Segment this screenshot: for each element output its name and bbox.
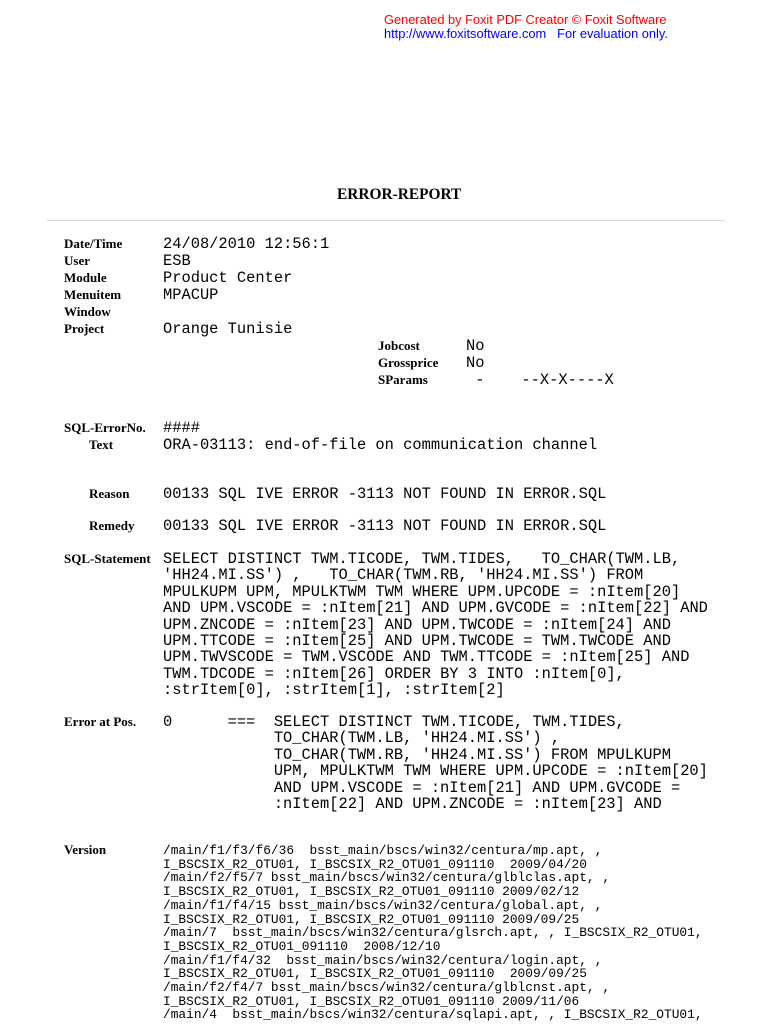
error-position-marker: === — [227, 713, 256, 731]
sql-error-no-label: SQL-ErrorNo. — [64, 420, 146, 435]
field-grossprice — [378, 355, 484, 371]
module-value: Product Center — [163, 269, 293, 287]
grossprice-value: No — [466, 354, 485, 372]
error-at-pos-line: SELECT DISTINCT TWM.TICODE, TWM.TIDES, — [273, 713, 625, 731]
error-at-pos-line: AND UPM.VSCODE = :nItem[21] AND UPM.GVCODE = — [273, 778, 681, 797]
error-text-label: Text — [89, 437, 114, 452]
error-at-pos-line: TO_CHAR(TWM.LB, 'HH24.MI.SS') , — [273, 729, 561, 748]
date-time-value: 24/08/2010 12:56:1 — [163, 235, 330, 253]
field-jobcost — [378, 338, 484, 354]
jobcost-label: Jobcost — [378, 338, 420, 353]
version-line: /main/f2/f5/7 bsst_main/bscs/win32/centura/glblclas.apt, , — [163, 870, 611, 886]
error-text-value: ORA-03113: end-of-file on communication channel — [163, 436, 598, 454]
sql-statement-line: UPM.ZNCODE = :nItem[23] AND UPM.TWCODE = :nItem[24] AND — [163, 615, 671, 634]
remedy-label: Remedy — [89, 518, 135, 533]
sql-statement-block — [163, 551, 708, 699]
project-value: Orange Tunisie — [163, 320, 293, 338]
version-line: /main/f1/f3/f6/36 bsst_main/bscs/win32/centura/mp.apt, , — [163, 843, 603, 858]
user-value: ESB — [163, 252, 191, 270]
version-block — [163, 844, 703, 1022]
sql-error-no-value: #### — [163, 419, 200, 437]
field-reason — [64, 486, 606, 502]
version-line: I_BSCSIX_R2_OTU01, I_BSCSIX_R2_OTU01_091110 2009/09/25 — [163, 966, 587, 982]
sql-statement-line: AND UPM.VSCODE = :nItem[21] AND UPM.GVCODE = :nItem[22] AND — [163, 599, 708, 618]
date-time-label: Date/Time — [64, 236, 123, 251]
error-position-value: 0 — [163, 713, 173, 731]
field-user — [64, 253, 191, 269]
reason-label: Reason — [89, 486, 130, 501]
module-label: Module — [64, 270, 107, 285]
jobcost-value: No — [466, 337, 485, 355]
error-at-pos-line: :nItem[22] AND UPM.ZNCODE = :nItem[23] AND — [273, 795, 662, 814]
report-title: ERROR-REPORT — [337, 186, 462, 203]
foxit-website-link[interactable]: http://www.foxitsoftware.com — [384, 26, 547, 41]
sparams-flags: --X-X----X — [521, 371, 614, 389]
menuitem-label: Menuitem — [64, 287, 122, 302]
field-sql-error-no — [64, 420, 200, 436]
project-label: Project — [64, 321, 105, 336]
field-date-time — [64, 236, 329, 252]
grossprice-label: Grossprice — [378, 355, 439, 370]
remedy-value: 00133 SQL IVE ERROR -3113 NOT FOUND IN ERROR.SQL — [163, 517, 607, 535]
field-error-at-pos — [64, 714, 708, 812]
field-menuitem — [64, 287, 218, 303]
field-error-text — [64, 437, 597, 453]
version-line: /main/4 bsst_main/bscs/win32/centura/sqlapi.apt, , I_BSCSIX_R2_OTU01, — [163, 1007, 703, 1023]
version-line: I_BSCSIX_R2_OTU01, I_BSCSIX_R2_OTU01_091110 2009/04/20 — [163, 856, 587, 872]
menuitem-value: MPACUP — [163, 286, 219, 304]
field-remedy — [64, 518, 606, 534]
sql-statement-line: 'HH24.MI.SS') , TO_CHAR(TWM.RB, 'HH24.MI.SS') FROM — [163, 566, 644, 585]
error-at-pos-sql — [274, 714, 708, 812]
sql-statement-line: :strItem[0], :strItem[1], :strItem[2] — [163, 681, 505, 700]
error-at-pos-line: UPM, MPULKTWM TWM WHERE UPM.UPCODE = :nItem[20] — [273, 762, 708, 781]
sql-statement-line: UPM.TTCODE = :nItem[25] AND UPM.TWCODE = TWM.TWCODE AND — [163, 632, 671, 651]
version-line: /main/f1/f4/32 bsst_main/bscs/win32/centura/login.apt, , — [163, 952, 603, 968]
version-line: /main/f2/f4/7 bsst_main/bscs/win32/centura/glblcnst.apt, , — [163, 980, 611, 996]
field-sparams — [378, 372, 614, 388]
evaluation-notice: For evaluation only. — [557, 26, 668, 41]
sparams-label: SParams — [378, 372, 428, 387]
title-divider — [47, 220, 725, 221]
version-line: I_BSCSIX_R2_OTU01_091110 2008/12/10 — [163, 938, 441, 954]
version-line: I_BSCSIX_R2_OTU01, I_BSCSIX_R2_OTU01_091110 2009/11/06 — [163, 993, 580, 1009]
foxit-generated-notice: Generated by Foxit PDF Creator © Foxit Software — [384, 12, 667, 27]
version-line: I_BSCSIX_R2_OTU01, I_BSCSIX_R2_OTU01_091110 2009/09/25 — [163, 911, 580, 927]
user-label: User — [64, 253, 90, 268]
field-sql-statement — [64, 551, 708, 699]
sql-statement-line: UPM.TWVSCODE = TWM.VSCODE AND TWM.TTCODE = :nItem[25] AND — [163, 648, 690, 667]
version-label: Version — [64, 842, 107, 857]
field-version — [64, 842, 703, 1022]
error-at-pos-line: TO_CHAR(TWM.RB, 'HH24.MI.SS') FROM MPULKUPM — [273, 745, 671, 764]
field-window — [64, 304, 163, 320]
version-line: /main/f1/f4/15 bsst_main/bscs/win32/centura/global.apt, , — [163, 897, 603, 913]
error-at-pos-block — [163, 714, 708, 812]
sparams-value-group — [466, 372, 614, 388]
sql-statement-line: SELECT DISTINCT TWM.TICODE, TWM.TIDES, TO_CHAR(TWM.LB, — [163, 550, 681, 568]
sql-statement-label: SQL-Statement — [64, 551, 151, 566]
version-line: /main/7 bsst_main/bscs/win32/centura/glsrch.apt, , I_BSCSIX_R2_OTU01, — [163, 925, 703, 941]
foxit-evaluation-line — [384, 27, 668, 41]
reason-value: 00133 SQL IVE ERROR -3113 NOT FOUND IN ERROR.SQL — [163, 485, 607, 503]
error-at-pos-label: Error at Pos. — [64, 714, 137, 729]
version-line: I_BSCSIX_R2_OTU01, I_BSCSIX_R2_OTU01_091110 2009/02/12 — [163, 884, 580, 900]
field-project — [64, 321, 292, 337]
sql-statement-line: MPULKUPM UPM, MPULKTWM TWM WHERE UPM.UPCODE = :nItem[20] — [163, 582, 681, 601]
field-module — [64, 270, 292, 286]
sparams-value: - — [475, 371, 485, 389]
sql-statement-line: TWM.TDCODE = :nItem[26] ORDER BY 3 INTO :nItem[0], — [163, 664, 625, 683]
window-label: Window — [64, 304, 111, 319]
